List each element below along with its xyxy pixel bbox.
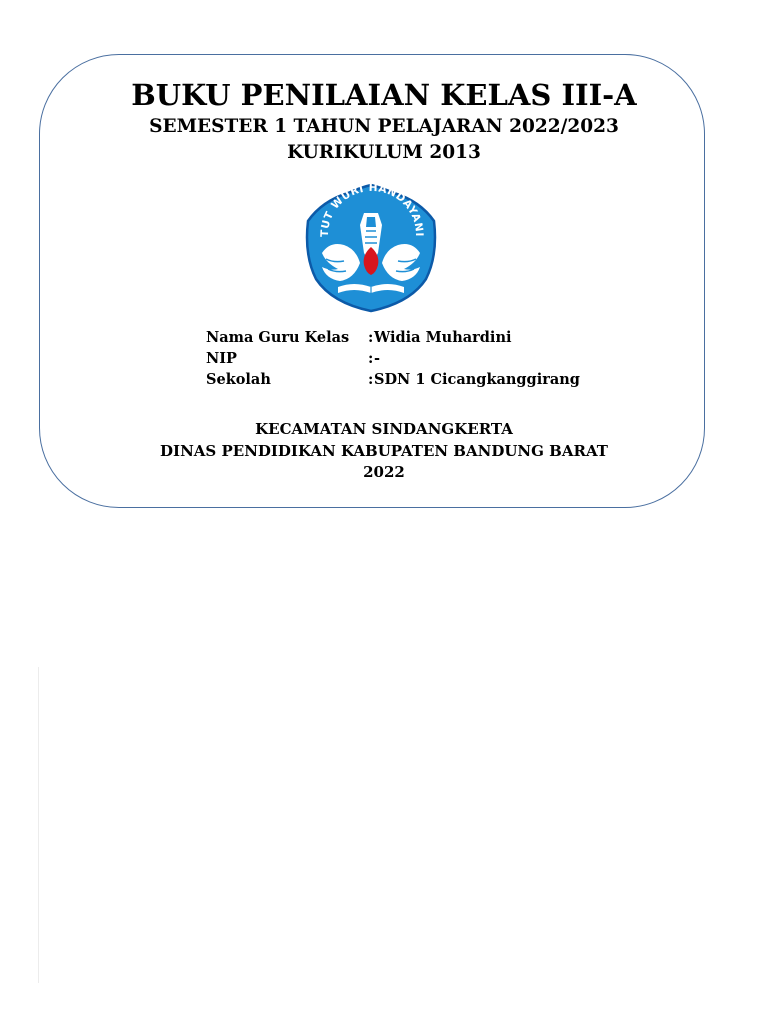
info-label: Sekolah [206, 371, 271, 388]
info-colon: : [368, 371, 374, 388]
office-line: DINAS PENDIDIKAN KABUPATEN BANDUNG BARAT [160, 442, 608, 460]
info-label: Nama Guru Kelas [206, 329, 350, 346]
info-colon: : [368, 350, 374, 367]
semester-subtitle: SEMESTER 1 TAHUN PELAJARAN 2022/2023 [149, 116, 619, 137]
info-label: NIP [206, 350, 237, 367]
teacher-name: Widia Muhardini [374, 329, 512, 346]
curriculum-subtitle: KURIKULUM 2013 [287, 142, 481, 163]
emblem-motto: TUT WURI HANDAYANI [318, 183, 426, 238]
district-line: KECAMATAN SINDANGKERTA [255, 420, 513, 438]
nip-value: - [374, 350, 381, 367]
document-title: BUKU PENILAIAN KELAS III-A [131, 78, 637, 112]
page-edge-line [38, 667, 39, 983]
year-line: 2022 [363, 463, 405, 481]
info-colon: : [368, 329, 374, 346]
school-name: SDN 1 Cicangkanggirang [374, 371, 580, 388]
tut-wuri-handayani-emblem-icon [304, 183, 438, 313]
